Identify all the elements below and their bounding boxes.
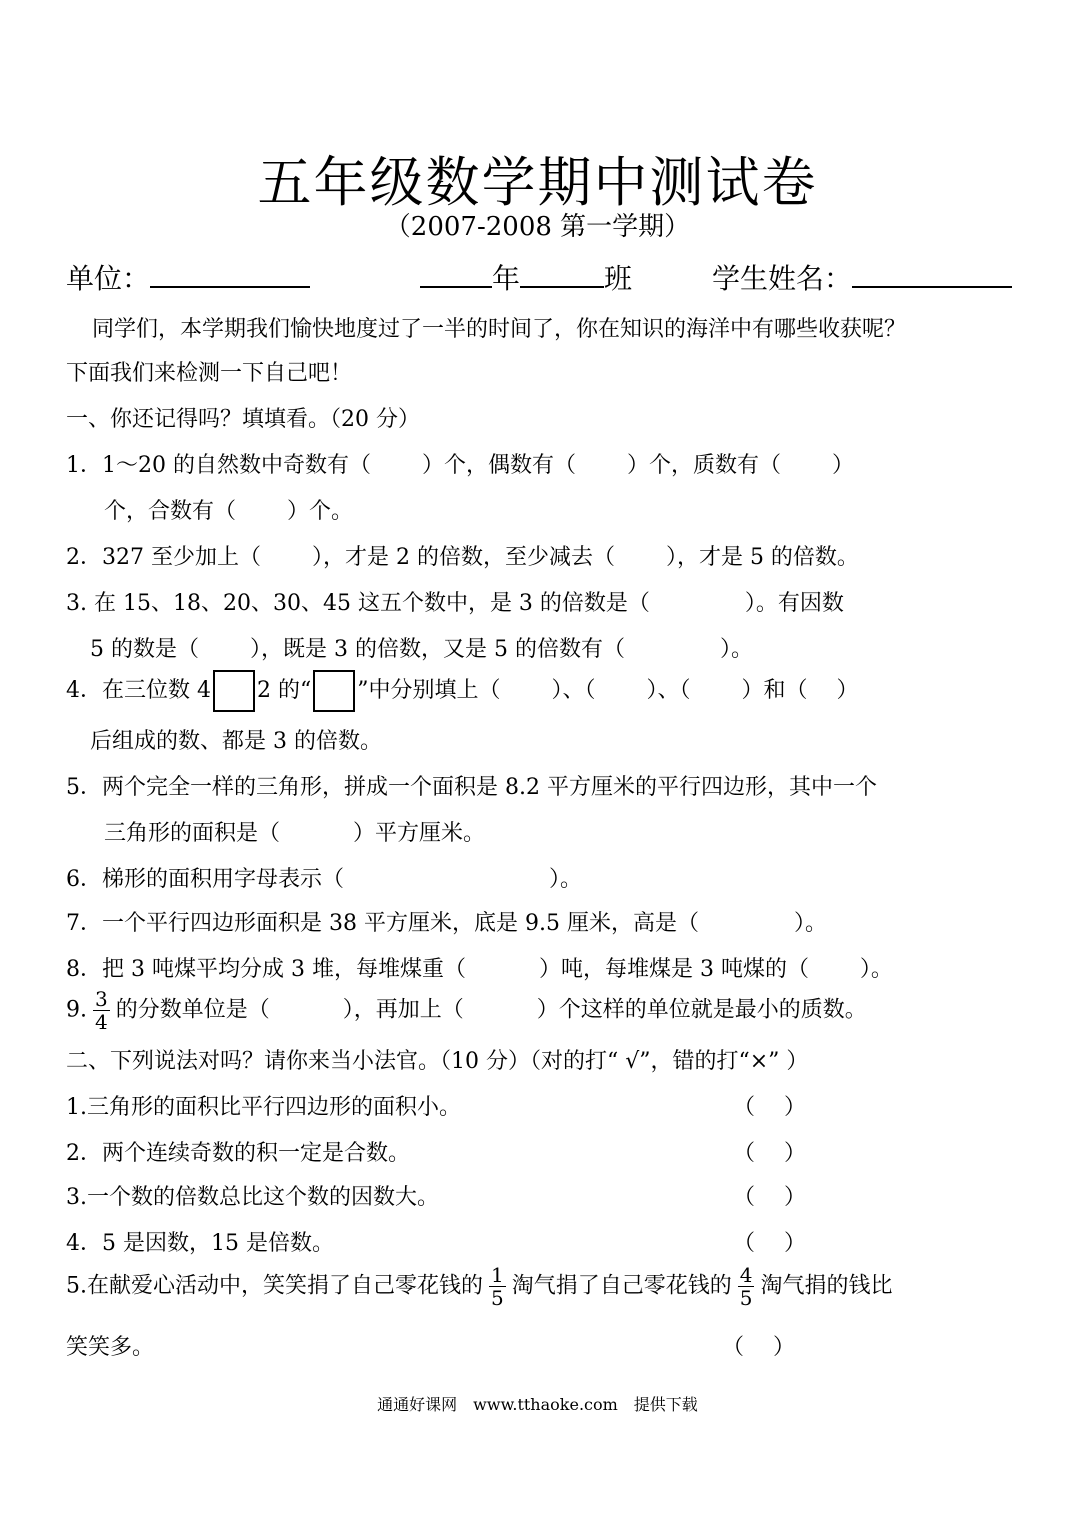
statement-5b: 笑笑多。 (66, 1335, 155, 1360)
fraction-three-quarters (93, 988, 110, 1033)
answer-paren-3[interactable]: （ ） (733, 1185, 806, 1210)
question-4-mid1: 2 的“ (257, 678, 312, 703)
question-6: 6．梯形的面积用字母表示（ ）。 (66, 867, 582, 892)
unit-blank[interactable] (150, 260, 310, 288)
question-4-prefix: 4．在三位数 4 (66, 678, 211, 703)
question-1b: 个，合数有（ ）个。 (104, 499, 353, 524)
statement-3: 3.一个数的倍数总比这个数的因数大。 (66, 1185, 439, 1210)
intro-line-2: 下面我们来检测一下自己吧！ (66, 361, 353, 386)
section1-heading: 一、你还记得吗？填填看。（20 分） (66, 407, 420, 432)
question-7: 7．一个平行四边形面积是 38 平方厘米，底是 9.5 厘米，高是（ ）。 (66, 911, 827, 936)
statement-5a (66, 1264, 893, 1309)
grade-label: 年 (492, 262, 521, 295)
question-3a: 3. 在 15、18、20、30、45 这五个数中，是 3 的倍数是（ ）。有因数 (66, 591, 844, 616)
statement-5-post: 淘气捐的钱比 (760, 1273, 893, 1299)
statement-1: 1.三角形的面积比平行四边形的面积小。 (66, 1095, 461, 1120)
digit-box-quoted (313, 670, 355, 712)
intro-line-1: 同学们，本学期我们愉快地度过了一半的时间了，你在知识的海洋中有哪些收获呢？ (92, 317, 907, 342)
fraction-numerator: 1 (491, 1263, 504, 1287)
statement-5-mid: 淘气捐了自己零花钱的 (511, 1273, 732, 1299)
class-label: 班 (604, 262, 633, 295)
statement-4: 4．5 是因数，15 是倍数。 (66, 1231, 334, 1256)
grade-class-field (420, 257, 632, 297)
statement-2: 2．两个连续奇数的积一定是合数。 (66, 1141, 410, 1166)
footer-credit: 通通好课网 www.tthaoke.com 提供下载 (377, 1395, 698, 1414)
question-4-mid2: ”中分别填上（ ）、（ ）、（ ）和（ ） (357, 678, 859, 703)
question-9 (66, 988, 867, 1033)
fraction-one-fifth (489, 1264, 506, 1309)
unit-label: 单位： (66, 262, 151, 295)
digit-box[interactable] (213, 670, 255, 712)
question-5b: 三角形的面积是（ ）平方厘米。 (104, 821, 485, 846)
page-subtitle: （2007-2008 第一学期） (384, 212, 691, 242)
answer-paren-5[interactable]: （ ） (722, 1335, 795, 1360)
fraction-four-fifths (738, 1264, 755, 1309)
answer-paren-4[interactable]: （ ） (733, 1231, 806, 1256)
unit-field (66, 257, 310, 297)
statement-5-prefix: 5.在献爱心活动中，笑笑捐了自己零花钱的 (66, 1273, 483, 1299)
question-5a: 5．两个完全一样的三角形，拼成一个面积是 8.2 平方厘米的平行四边形，其中一个 (66, 775, 877, 800)
question-3b: 5 的数是（ ），既是 3 的倍数，又是 5 的倍数有（ ）。 (90, 637, 753, 662)
question-9-text: 的分数单位是（ ），再加上（ ）个这样的单位就是最小的质数。 (115, 997, 867, 1023)
page-title: 五年级数学期中测试卷 (257, 151, 818, 214)
fraction-denominator: 5 (739, 1286, 753, 1310)
student-name-blank[interactable] (852, 260, 1012, 288)
section2-heading: 二、下列说法对吗？请你来当小法官。（10 分）（对的打“ √”，错的打“×” ） (66, 1049, 809, 1074)
fraction-denominator: 5 (491, 1286, 504, 1310)
student-name-field (712, 257, 1012, 297)
question-9-prefix: 9. (66, 997, 87, 1023)
answer-paren-1[interactable]: （ ） (733, 1095, 806, 1120)
fraction-numerator: 3 (95, 987, 108, 1011)
student-name-label: 学生姓名： (712, 262, 853, 295)
question-4b: 后组成的数、都是 3 的倍数。 (90, 729, 382, 754)
fraction-numerator: 4 (739, 1263, 753, 1287)
answer-paren-2[interactable]: （ ） (733, 1141, 806, 1166)
question-8: 8．把 3 吨煤平均分成 3 堆，每堆煤重（ ）吨，每堆煤是 3 吨煤的（ ）。 (66, 957, 893, 982)
question-1a: 1．1～20 的自然数中奇数有（ ）个，偶数有（ ）个，质数有（ ） (66, 453, 854, 478)
question-2: 2．327 至少加上（ ），才是 2 的倍数，至少减去（ ），才是 5 的倍数。 (66, 545, 859, 570)
fraction-denominator: 4 (95, 1010, 108, 1034)
class-blank[interactable] (520, 260, 604, 288)
grade-blank[interactable] (420, 260, 492, 288)
question-4a (66, 670, 858, 712)
